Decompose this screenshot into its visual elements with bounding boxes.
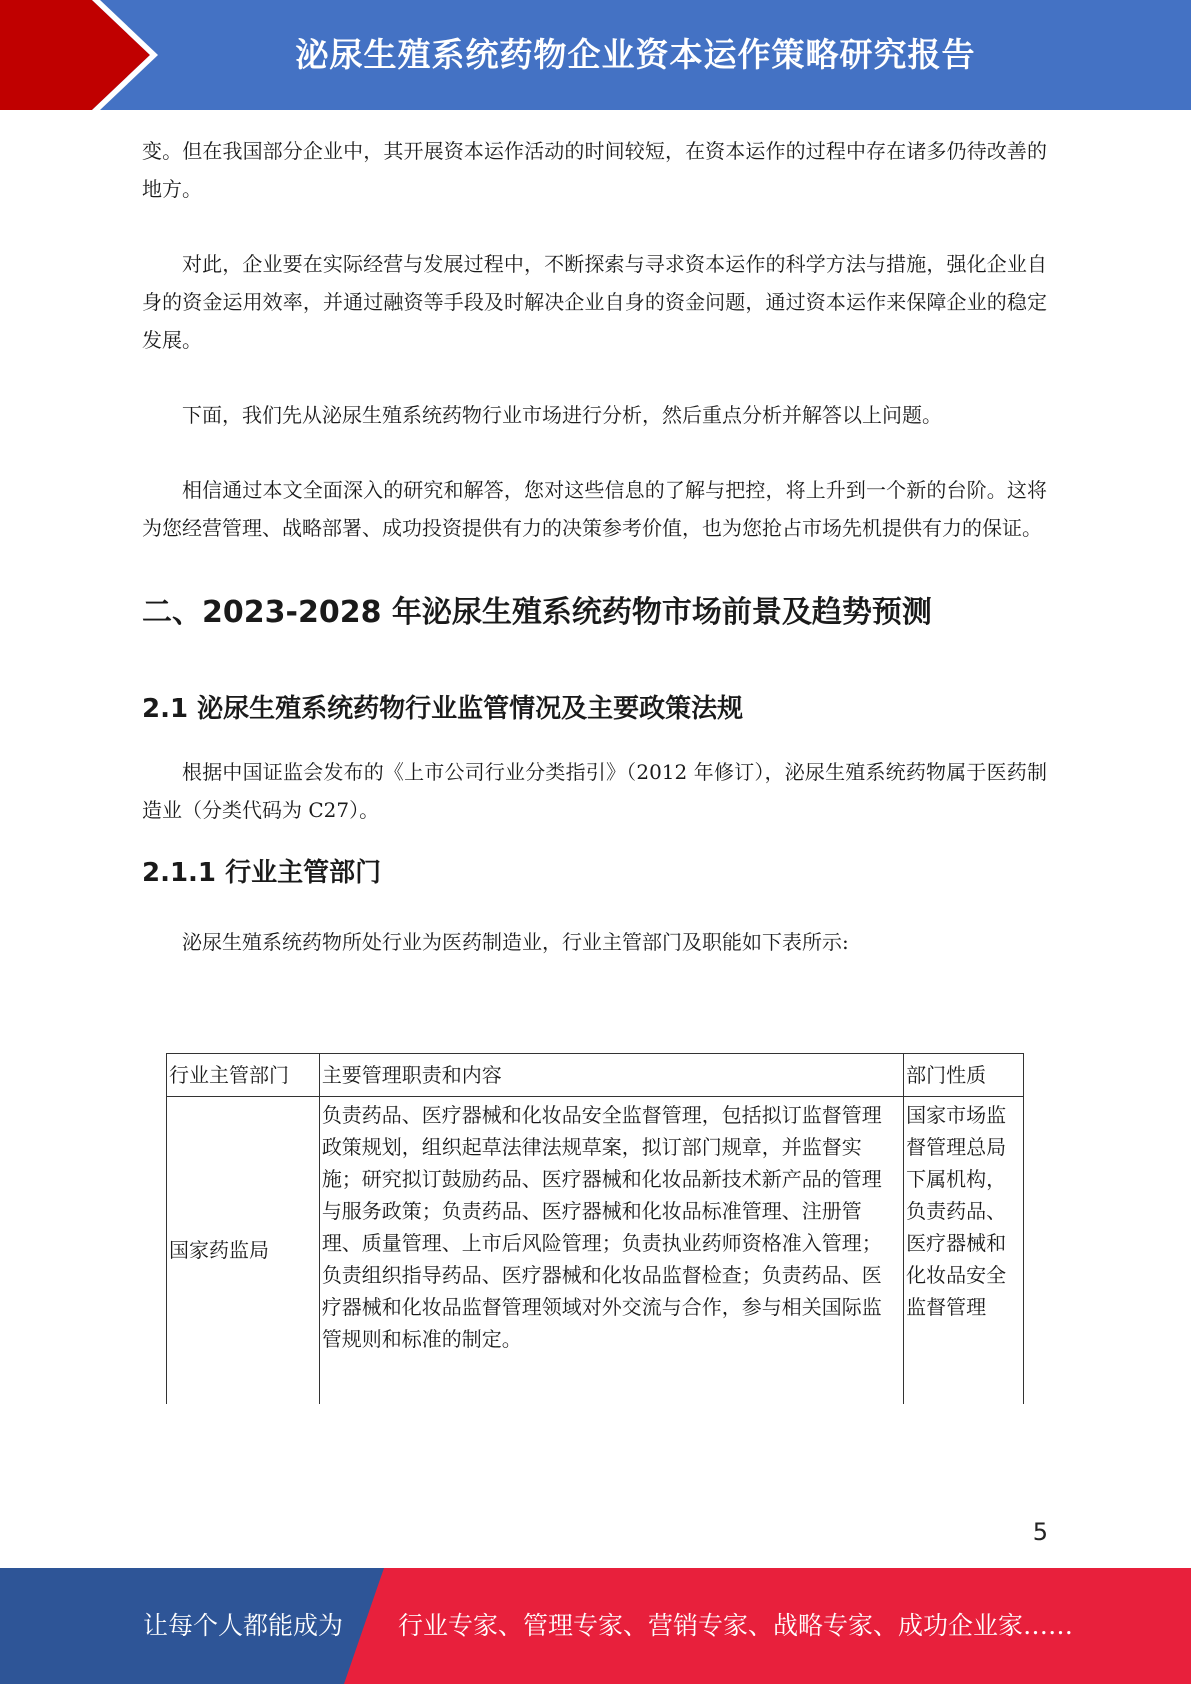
table-header-cell: 主要管理职责和内容 (319, 1054, 903, 1097)
subsection-heading: 2.1 泌尿生殖系统药物行业监管情况及主要政策法规 (142, 694, 744, 724)
department-table (166, 1053, 1024, 1404)
table-header-row (167, 1054, 1024, 1097)
main-content (142, 132, 1047, 998)
footer-slogan-left: 让每个人都能成为 (143, 1611, 344, 1640)
table-cell-duties: 负责药品、医疗器械和化妆品安全监督管理，包括拟订监督管理政策规划，组织起草法律法规草案，拟订部门规章，并监督实施；研究拟订鼓励药品、医疗器械和化妆品新技术新产品的管理与服务政策；负责药品、医疗器械和化妆品标准管理、注册管理、质量管理、上市后风险管理；负责执业药师资格准入管理；负责组织指导药品、医疗器械和化妆品监督检查；负责药品、医疗器械和化妆品监督管理领域对外交流与合作，参与相关国际监管规则和标准的制定。 (319, 1097, 903, 1404)
footer-slogan-right: 行业专家、管理专家、营销专家、战略专家、成功企业家…… (398, 1611, 1074, 1640)
report-title: 泌尿生殖系统药物企业资本运作策略研究报告 (295, 35, 976, 74)
page-number: 5 (1032, 1518, 1048, 1546)
paragraph: 相信通过本文全面深入的研究和解答，您对这些信息的了解与把控，将上升到一个新的台阶。这将为您经营管理、战略部署、成功投资提供有力的决策参考价值，也为您抢占市场先机提供有力的保证。 (142, 478, 1047, 540)
page-header (0, 0, 1191, 110)
paragraph: 根据中国证监会发布的《上市公司行业分类指引》（2012 年修订），泌尿生殖系统药物属于医药制造业（分类代码为 C27）。 (142, 760, 1047, 822)
table-cell-nature: 国家市场监督管理总局下属机构，负责药品、医疗器械和化妆品安全监督管理 (904, 1097, 1024, 1404)
paragraph: 对此，企业要在实际经营与发展过程中，不断探索与寻求资本运作的科学方法与措施，强化企业自身的资金运用效率，并通过融资等手段及时解决企业自身的资金问题，通过资本运作来保障企业的稳定发展。 (142, 252, 1047, 352)
section-heading: 二、2023-2028 年泌尿生殖系统药物市场前景及趋势预测 (142, 595, 932, 630)
table-header-cell: 部门性质 (904, 1054, 1024, 1097)
paragraph: 下面，我们先从泌尿生殖系统药物行业市场进行分析，然后重点分析并解答以上问题。 (182, 403, 942, 427)
table-row (167, 1097, 1024, 1404)
paragraph: 变。但在我国部分企业中，其开展资本运作活动的时间较短，在资本运作的过程中存在诸多仍待改善的地方。 (142, 139, 1047, 201)
page-footer (0, 1568, 1191, 1684)
table-header-cell: 行业主管部门 (167, 1054, 320, 1097)
header-chevron-icon (0, 0, 160, 110)
table-cell-department: 国家药监局 (167, 1097, 320, 1404)
sub-subsection-heading: 2.1.1 行业主管部门 (142, 858, 382, 888)
paragraph: 泌尿生殖系统药物所处行业为医药制造业，行业主管部门及职能如下表所示: (182, 930, 849, 954)
